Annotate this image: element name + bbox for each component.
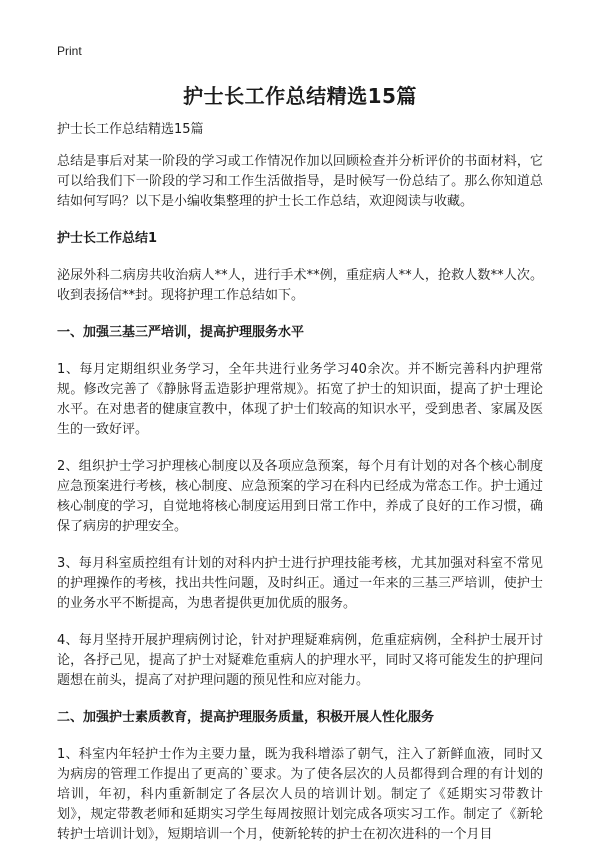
article-body bbox=[57, 120, 543, 862]
list-item: 2、组织护士学习护理核心制度以及各项应急预案，每个月有计划的对各个核心制度应急预案进行考核，核心制度、应急预案的学习在科内已经成为常态工作。护士通过核心制度的学习，自觉地将核心制度运用到日常工作中，养成了良好的工作习惯，确保了病房的护理安全。 bbox=[57, 459, 543, 534]
list-item: 1、科室内年轻护士作为主要力量，既为我科增添了朝气，注入了新鲜血液，同时又为病房的管理工作提出了更高的`要求。为了使各层次的人员都得到合理的有计划的培训，年初，科内重新制定了各层次人员的培训计划。制定了《延期实习带教计划》，规定带教老师和延期实习学生每周按照计划完成各项实习工作。制定了《新轮转护士培训计划》，短期培训一个月，使新轮转的护士在初次进科的一个月目 bbox=[57, 747, 543, 842]
part-heading: 二、加强护士素质教育，提高护理服务质量，积极开展人性化服务 bbox=[57, 710, 435, 725]
list-item: 1、每月定期组织业务学习，全年共进行业务学习40余次。并不断完善科内护理常规。修改完善了《静脉肾盂造影护理常规》。拓宽了护士的知识面，提高了护士理论水平。在对患者的健康宣教中，体现了护士们较高的知识水平，受到患者、家属及医生的一致好评。 bbox=[57, 362, 543, 437]
section-intro-paragraph: 泌尿外科二病房共收治病人**人，进行手术**例，重症病人**人，抢救人数**人次。收到表扬信**封。现将护理工作总结如下。 bbox=[57, 268, 543, 303]
print-link[interactable]: Print bbox=[57, 44, 82, 58]
article-subtitle: 护士长工作总结精选15篇 bbox=[57, 122, 204, 137]
list-item: 4、每月坚持开展护理病例讨论，针对护理疑难病例，危重症病例，全科护士展开讨论，各抒己见，提高了护士对疑难危重病人的护理水平，同时又将可能发生的护理问题想在前头，提高了对护理问题的预见性和应对能力。 bbox=[57, 633, 543, 688]
page-title: 护士长工作总结精选15篇 bbox=[183, 84, 417, 108]
section-heading: 护士长工作总结1 bbox=[57, 231, 158, 246]
part-heading: 一、加强三基三严培训，提高护理服务水平 bbox=[57, 325, 305, 340]
list-item: 3、每月科室质控组有计划的对科内护士进行护理技能考核，尤其加强对科室不常见的护理操作的考核，找出共性问题，及时纠正。通过一年来的三基三严培训，使护士的业务水平不断提高，为患者提供更加优质的服务。 bbox=[57, 556, 543, 611]
intro-paragraph: 总结是事后对某一阶段的学习或工作情况作加以回顾检查并分析评价的书面材料，它可以给我们下一阶段的学习和工作生活做指导，是时候写一份总结了。那么你知道总结如何写吗？以下是小编收集整理的护士长工作总结，欢迎阅读与收藏。 bbox=[57, 154, 543, 209]
